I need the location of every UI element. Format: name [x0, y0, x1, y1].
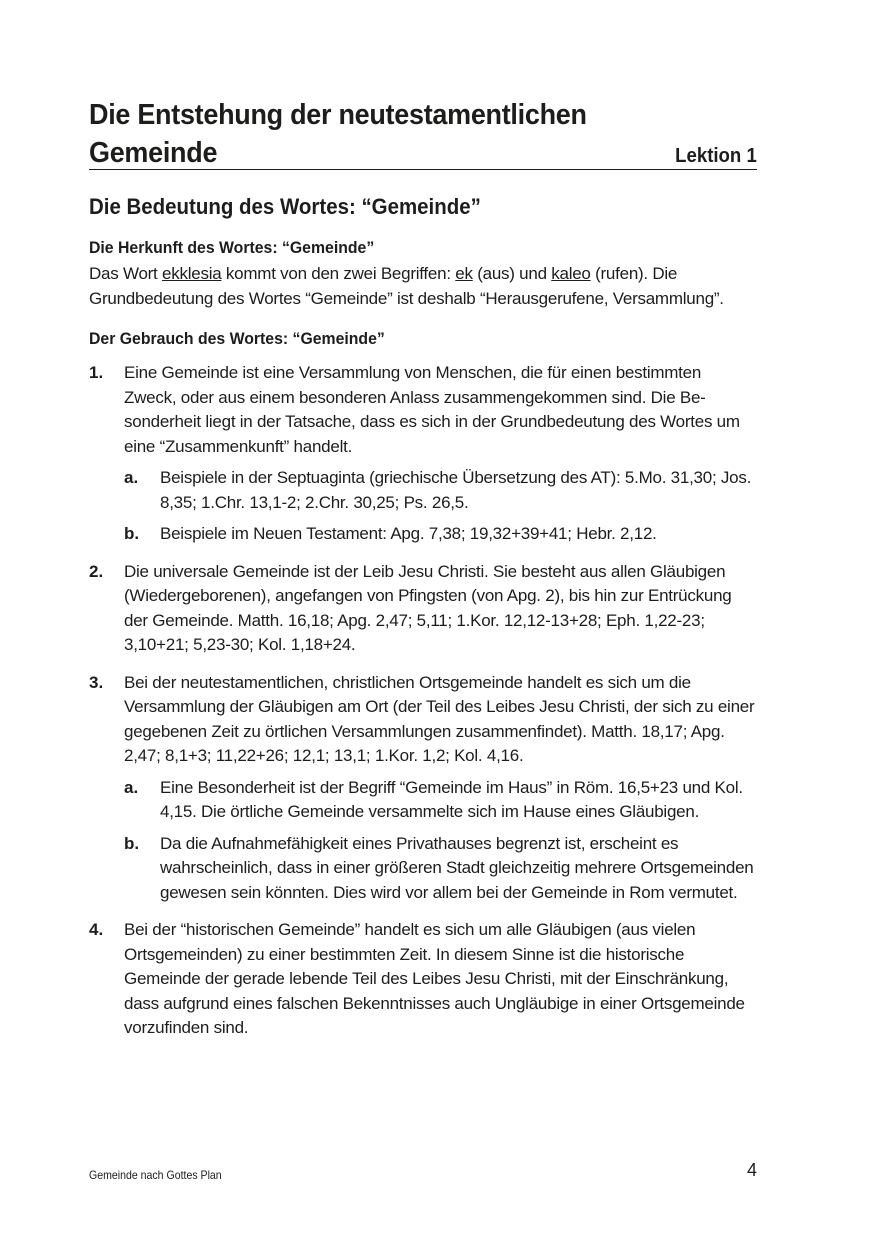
- section-heading: Die Bedeutung des Wortes: “Gemeinde”: [89, 194, 481, 219]
- sub-item-letter: b.: [124, 833, 140, 853]
- gebrauch-heading: Der Gebrauch des Wortes: “Gemeinde”: [89, 329, 385, 348]
- page-title-line-1: Die Entstehung der neutestamentlichen: [89, 99, 587, 131]
- sub-item-letter: a.: [124, 777, 139, 797]
- sub-item-text: Eine Besonderheit ist der Begriff “Gemeinde im Haus” in Röm. 16,5+23 und Kol. 4,15. Die örtliche Gemeinde versammelte sich im Hause eines Gläubigen.: [160, 777, 743, 821]
- list-item: [89, 918, 757, 1041]
- list-item-number: 2.: [89, 561, 104, 581]
- list-item-body: [124, 671, 757, 906]
- usage-list: [89, 361, 757, 1041]
- list-item-text: Bei der “historischen Gemeinde” handelt es sich um alle Gläubigen (aus vielen Ortsgemeinden) zu einer bestimmten Zeit. In diesem Sinne ist die historische Gemeinde der gerade lebende Teil des Leibes Jesu Christi, mit der Einschränkung, dass aufgrund eines falschen Bekenntnisses auch Ungläubige in einer Ortsgemeinde vorzufinden sind.: [124, 920, 745, 1037]
- list-item-number: 3.: [89, 672, 104, 692]
- list-item: [89, 560, 757, 658]
- herkunft-text-2: kommt von den zwei Begriffen:: [221, 264, 456, 283]
- main-content: [89, 190, 757, 1054]
- sub-item: [124, 466, 757, 515]
- sub-item-letter: a.: [124, 468, 139, 487]
- herkunft-heading: Die Herkunft des Wortes: “Gemeinde”: [89, 238, 375, 257]
- page-title-line-2: Gemeinde: [89, 137, 218, 169]
- list-item-body: [124, 560, 757, 658]
- herkunft-text-1: Das Wort: [89, 264, 163, 283]
- title-divider: [89, 169, 757, 170]
- list-item-number: 4.: [89, 920, 104, 939]
- sub-item-letter: b.: [124, 524, 140, 543]
- list-item-number: 1.: [89, 363, 104, 382]
- title-row-2: [89, 134, 757, 172]
- sub-item-text: Da die Aufnahmefähigkeit eines Privathauses begrenzt ist, erscheint es wahrscheinlich, dass in einer größeren Stadt gleichzeitig mehrere Ortsgemeinden gewesen sein könnten. Dies wird vor allem bei der Gemeinde in Rom vermutet.: [160, 833, 754, 902]
- herkunft-text-4: (rufen). Die Grundbedeutung des Wortes “Gemeinde” ist deshalb “Herausgerufene, Versammlung”.: [89, 264, 724, 308]
- list-item-text: Bei der neutestamentlichen, christlichen Ortsgemeinde handelt es sich um die Versammlung der Gläubigen am Ort (der Teil des Leibes Jesu Christi, der sich zu einer gegebenen Zeit zu örtlichen Versammlungen zusammenfindet). Matth. 18,17; Apg. 2,47; 8,1+3; 11,22+26; 12,1; 13,1; 1.Kor. 1,2; Kol. 4,16.: [124, 672, 755, 765]
- title-block: [89, 96, 757, 172]
- list-item-text: Die universale Gemeinde ist der Leib Jesu Christi. Sie besteht aus allen Gläubigen (Wiedergeborenen), angefangen von Pfingsten (von Apg. 2), bis hin zur Entrückung der Gemeinde. Matth. 16,18; Apg. 2,47; 5,11; 1.Kor. 12,12-13+28; Eph. 1,22-23; 3,10+21; 5,23-30; Kol. 1,18+24.: [124, 561, 732, 654]
- footer-book-title: Gemeinde nach Gottes Plan: [89, 1168, 222, 1182]
- list-item-text: Eine Gemeinde ist eine Versammlung von Menschen, die für einen bestimmten Zweck, oder aus einem besonderen Anlass zusammengekommen sind. Die Besonderheit liegt in der Tatsache, dass es sich in der Grundbedeutung des Wortes um eine “Zusammenkunft” handelt.: [124, 363, 740, 456]
- term-kaleo: kaleo: [551, 264, 591, 283]
- page-number: 4: [746, 1160, 757, 1180]
- sub-item: [124, 832, 757, 906]
- sub-item: [124, 776, 757, 825]
- sub-item-text: Beispiele im Neuen Testament: Apg. 7,38; 19,32+39+41; Hebr. 2,12.: [160, 524, 657, 543]
- term-ek: ek: [455, 264, 473, 283]
- sub-item-text: Beispiele in der Septuaginta (griechische Übersetzung des AT): 5.Mo. 31,30; Jos. 8,35; 1.Chr. 13,1-2; 2.Chr. 30,25; Ps. 26,5.: [160, 468, 752, 512]
- sub-item: [124, 522, 757, 547]
- list-item: [89, 671, 757, 906]
- list-item: [89, 361, 757, 547]
- list-item-body: [124, 361, 757, 547]
- term-ekklesia: ekklesia: [162, 264, 222, 283]
- lesson-label: Lektion 1: [675, 145, 757, 167]
- herkunft-text-3: (aus) und: [472, 264, 552, 283]
- list-item-body: [124, 918, 757, 1041]
- herkunft-paragraph: [89, 262, 757, 311]
